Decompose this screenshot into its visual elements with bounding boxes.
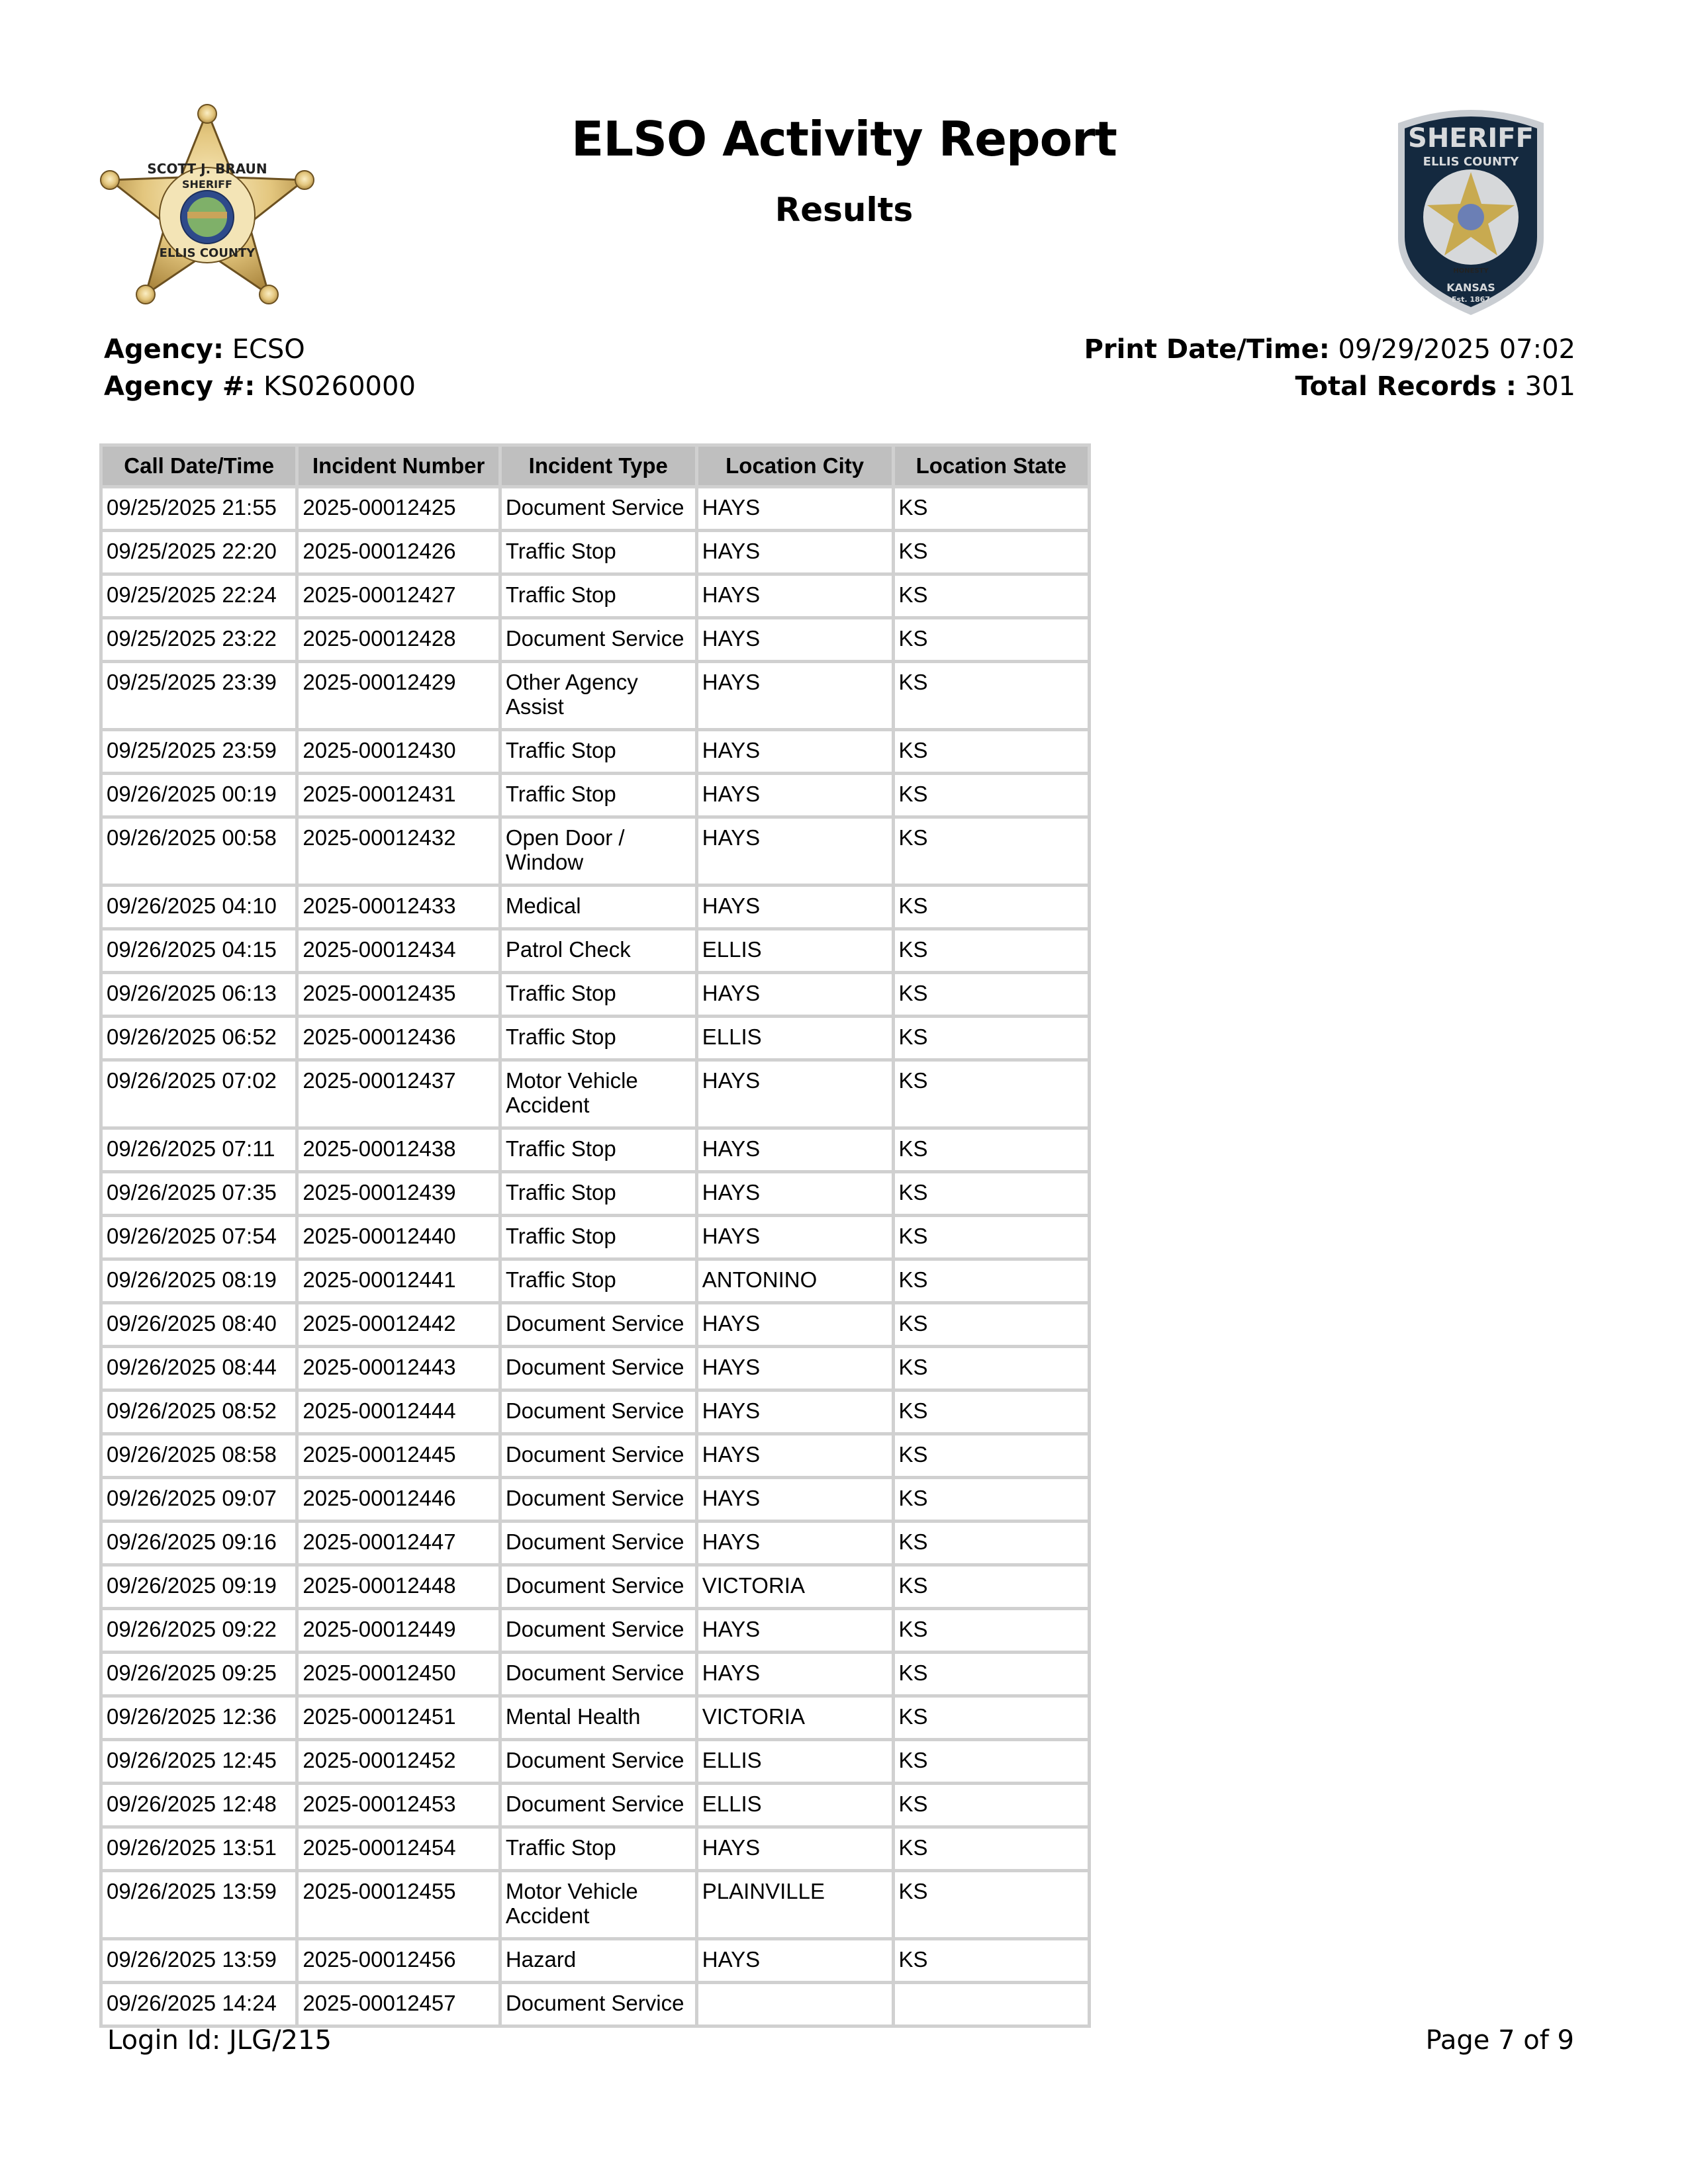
table-row — [103, 1984, 1088, 2025]
location-city-cell: HAYS — [698, 1304, 892, 1345]
call-datetime-cell: 09/26/2025 13:59 — [103, 1940, 295, 1981]
incident-number-cell: 2025-00012445 — [299, 1435, 498, 1476]
call-datetime-cell: 09/26/2025 08:52 — [103, 1392, 295, 1432]
incident-type-cell: Document Service — [502, 488, 695, 529]
incident-type-cell: Document Service — [502, 619, 695, 660]
incident-number-cell: 2025-00012433 — [299, 887, 498, 927]
call-datetime-cell: 09/25/2025 23:22 — [103, 619, 295, 660]
agency-info — [104, 331, 416, 405]
incident-type-cell: Traffic Stop — [502, 731, 695, 772]
call-datetime-cell: 09/26/2025 04:10 — [103, 887, 295, 927]
location-city-cell: PLAINVILLE — [698, 1872, 892, 1937]
incident-number-cell: 2025-00012432 — [299, 819, 498, 884]
location-city-cell: HAYS — [698, 1435, 892, 1476]
call-datetime-cell: 09/26/2025 00:58 — [103, 819, 295, 884]
call-datetime-cell: 09/26/2025 04:15 — [103, 931, 295, 971]
call-datetime-cell: 09/26/2025 08:19 — [103, 1261, 295, 1301]
print-datetime-value: 09/29/2025 07:02 — [1338, 334, 1575, 365]
location-city-cell: HAYS — [698, 974, 892, 1015]
location-state-cell: KS — [895, 1785, 1088, 1825]
incident-type-cell: Traffic Stop — [502, 974, 695, 1015]
total-records-line — [1084, 368, 1575, 405]
activity-table — [99, 443, 1091, 2028]
incident-number-cell: 2025-00012447 — [299, 1523, 498, 1563]
incident-number-cell: 2025-00012438 — [299, 1130, 498, 1170]
call-datetime-cell: 09/26/2025 09:19 — [103, 1567, 295, 1607]
call-datetime-cell: 09/26/2025 13:59 — [103, 1872, 295, 1937]
location-city-cell: ANTONINO — [698, 1261, 892, 1301]
call-datetime-cell: 09/26/2025 09:16 — [103, 1523, 295, 1563]
svg-text:ELLIS COUNTY: ELLIS COUNTY — [1423, 155, 1519, 169]
incident-number-cell: 2025-00012446 — [299, 1479, 498, 1520]
location-state-cell: KS — [895, 1940, 1088, 1981]
report-title: ELSO Activity Report — [571, 111, 1117, 167]
incident-number-cell: 2025-00012456 — [299, 1940, 498, 1981]
incident-type-cell: Hazard — [502, 1940, 695, 1981]
incident-number-cell: 2025-00012439 — [299, 1173, 498, 1214]
call-datetime-cell: 09/26/2025 09:25 — [103, 1654, 295, 1694]
call-datetime-cell: 09/25/2025 23:59 — [103, 731, 295, 772]
location-city-cell: HAYS — [698, 1130, 892, 1170]
location-state-cell — [895, 1984, 1088, 2025]
incident-type-cell: Document Service — [502, 1435, 695, 1476]
table-row — [103, 1479, 1088, 1520]
call-datetime-cell: 09/26/2025 07:11 — [103, 1130, 295, 1170]
call-datetime-cell: 09/26/2025 12:48 — [103, 1785, 295, 1825]
agency-label: Agency: — [104, 334, 224, 365]
table-row — [103, 887, 1088, 927]
location-city-cell: ELLIS — [698, 1018, 892, 1058]
table-row — [103, 1829, 1088, 1869]
table-row — [103, 1304, 1088, 1345]
incident-number-cell: 2025-00012451 — [299, 1698, 498, 1738]
incident-type-cell: Document Service — [502, 1392, 695, 1432]
location-state-cell: KS — [895, 1018, 1088, 1058]
table-row — [103, 931, 1088, 971]
location-state-cell: KS — [895, 1523, 1088, 1563]
column-header-location-state: Location State — [895, 447, 1088, 485]
location-state-cell: KS — [895, 1217, 1088, 1257]
location-city-cell: HAYS — [698, 1173, 892, 1214]
incident-number-cell: 2025-00012457 — [299, 1984, 498, 2025]
svg-text:ELLIS COUNTY: ELLIS COUNTY — [159, 246, 256, 260]
table-row — [103, 663, 1088, 728]
location-state-cell: KS — [895, 1567, 1088, 1607]
location-city-cell: VICTORIA — [698, 1567, 892, 1607]
table-row — [103, 488, 1088, 529]
incident-type-cell: Motor Vehicle Accident — [502, 1872, 695, 1937]
incident-number-cell: 2025-00012436 — [299, 1018, 498, 1058]
incident-type-cell: Traffic Stop — [502, 1173, 695, 1214]
incident-number-cell: 2025-00012455 — [299, 1872, 498, 1937]
location-state-cell: KS — [895, 1741, 1088, 1782]
table-row — [103, 974, 1088, 1015]
call-datetime-cell: 09/25/2025 22:24 — [103, 576, 295, 616]
location-state-cell: KS — [895, 1348, 1088, 1388]
table-row — [103, 1018, 1088, 1058]
incident-type-cell: Motor Vehicle Accident — [502, 1062, 695, 1126]
location-city-cell: HAYS — [698, 1392, 892, 1432]
call-datetime-cell: 09/25/2025 21:55 — [103, 488, 295, 529]
incident-number-cell: 2025-00012434 — [299, 931, 498, 971]
call-datetime-cell: 09/26/2025 08:44 — [103, 1348, 295, 1388]
table-header-row — [103, 447, 1088, 485]
svg-text:SHERIFF: SHERIFF — [1408, 123, 1534, 154]
location-city-cell: HAYS — [698, 1523, 892, 1563]
call-datetime-cell: 09/26/2025 09:22 — [103, 1610, 295, 1651]
incident-type-cell: Traffic Stop — [502, 532, 695, 572]
incident-number-cell: 2025-00012430 — [299, 731, 498, 772]
incident-number-cell: 2025-00012440 — [299, 1217, 498, 1257]
location-city-cell: ELLIS — [698, 931, 892, 971]
call-datetime-cell: 09/26/2025 07:35 — [103, 1173, 295, 1214]
location-city-cell: HAYS — [698, 488, 892, 529]
incident-number-cell: 2025-00012450 — [299, 1654, 498, 1694]
incident-type-cell: Open Door / Window — [502, 819, 695, 884]
call-datetime-cell: 09/26/2025 14:24 — [103, 1984, 295, 2025]
incident-number-cell: 2025-00012442 — [299, 1304, 498, 1345]
print-datetime-line — [1084, 331, 1575, 368]
incident-type-cell: Traffic Stop — [502, 576, 695, 616]
table-row — [103, 819, 1088, 884]
column-header-call-datetime: Call Date/Time — [103, 447, 295, 485]
location-city-cell: HAYS — [698, 1062, 892, 1126]
incident-type-cell: Document Service — [502, 1654, 695, 1694]
svg-text:SHERIFF: SHERIFF — [182, 178, 232, 191]
incident-type-cell: Traffic Stop — [502, 775, 695, 815]
location-city-cell: HAYS — [698, 1654, 892, 1694]
incident-type-cell: Document Service — [502, 1348, 695, 1388]
location-city-cell: VICTORIA — [698, 1698, 892, 1738]
location-state-cell: KS — [895, 532, 1088, 572]
incident-type-cell: Medical — [502, 887, 695, 927]
location-city-cell: HAYS — [698, 532, 892, 572]
location-state-cell: KS — [895, 1435, 1088, 1476]
incident-type-cell: Traffic Stop — [502, 1829, 695, 1869]
location-state-cell: KS — [895, 1698, 1088, 1738]
location-state-cell: KS — [895, 1872, 1088, 1937]
location-city-cell: ELLIS — [698, 1785, 892, 1825]
table-row — [103, 731, 1088, 772]
call-datetime-cell: 09/25/2025 22:20 — [103, 532, 295, 572]
table-row — [103, 1698, 1088, 1738]
incident-type-cell: Document Service — [502, 1523, 695, 1563]
table-row — [103, 1872, 1088, 1937]
table-row — [103, 1348, 1088, 1388]
table-row — [103, 1173, 1088, 1214]
agency-line — [104, 331, 416, 368]
incident-type-cell: Traffic Stop — [502, 1130, 695, 1170]
login-id: Login Id: JLG/215 — [107, 2025, 332, 2056]
location-state-cell: KS — [895, 775, 1088, 815]
location-state-cell: KS — [895, 974, 1088, 1015]
incident-type-cell: Document Service — [502, 1984, 695, 2025]
incident-type-cell: Patrol Check — [502, 931, 695, 971]
incident-number-cell: 2025-00012427 — [299, 576, 498, 616]
location-city-cell: HAYS — [698, 576, 892, 616]
location-city-cell: HAYS — [698, 819, 892, 884]
incident-number-cell: 2025-00012429 — [299, 663, 498, 728]
table-row — [103, 1654, 1088, 1694]
table-row — [103, 1392, 1088, 1432]
location-city-cell: HAYS — [698, 619, 892, 660]
location-city-cell: HAYS — [698, 1610, 892, 1651]
location-state-cell: KS — [895, 1062, 1088, 1126]
call-datetime-cell: 09/26/2025 06:52 — [103, 1018, 295, 1058]
location-state-cell: KS — [895, 1173, 1088, 1214]
location-state-cell: KS — [895, 1261, 1088, 1301]
incident-type-cell: Traffic Stop — [502, 1261, 695, 1301]
location-state-cell: KS — [895, 1829, 1088, 1869]
call-datetime-cell: 09/26/2025 12:36 — [103, 1698, 295, 1738]
call-datetime-cell: 09/26/2025 09:07 — [103, 1479, 295, 1520]
location-state-cell: KS — [895, 576, 1088, 616]
incident-number-cell: 2025-00012431 — [299, 775, 498, 815]
table-row — [103, 1741, 1088, 1782]
table-row — [103, 619, 1088, 660]
incident-number-cell: 2025-00012452 — [299, 1741, 498, 1782]
location-state-cell: KS — [895, 488, 1088, 529]
table-row — [103, 1523, 1088, 1563]
table-row — [103, 775, 1088, 815]
location-state-cell: KS — [895, 1654, 1088, 1694]
column-header-incident-number: Incident Number — [299, 447, 498, 485]
call-datetime-cell: 09/25/2025 23:39 — [103, 663, 295, 728]
table-row — [103, 532, 1088, 572]
table-row — [103, 576, 1088, 616]
svg-text:Est. 1867: Est. 1867 — [1452, 295, 1490, 304]
call-datetime-cell: 09/26/2025 06:13 — [103, 974, 295, 1015]
incident-type-cell: Other Agency Assist — [502, 663, 695, 728]
incident-number-cell: 2025-00012448 — [299, 1567, 498, 1607]
location-state-cell: KS — [895, 663, 1088, 728]
location-city-cell: HAYS — [698, 663, 892, 728]
location-state-cell: KS — [895, 1479, 1088, 1520]
table-row — [103, 1785, 1088, 1825]
table-row — [103, 1435, 1088, 1476]
column-header-location-city: Location City — [698, 447, 892, 485]
table-row — [103, 1217, 1088, 1257]
incident-number-cell: 2025-00012449 — [299, 1610, 498, 1651]
total-records-value: 301 — [1524, 371, 1575, 402]
table-row — [103, 1940, 1088, 1981]
location-state-cell: KS — [895, 1304, 1088, 1345]
incident-type-cell: Document Service — [502, 1567, 695, 1607]
location-city-cell: HAYS — [698, 1217, 892, 1257]
agency-number-line — [104, 368, 416, 405]
location-city-cell: HAYS — [698, 887, 892, 927]
location-city-cell — [698, 1984, 892, 2025]
incident-number-cell: 2025-00012453 — [299, 1785, 498, 1825]
agency-number-label: Agency #: — [104, 371, 256, 402]
column-header-incident-type: Incident Type — [502, 447, 695, 485]
location-state-cell: KS — [895, 887, 1088, 927]
call-datetime-cell: 09/26/2025 08:40 — [103, 1304, 295, 1345]
call-datetime-cell: 09/26/2025 12:45 — [103, 1741, 295, 1782]
location-city-cell: HAYS — [698, 1348, 892, 1388]
table-row — [103, 1130, 1088, 1170]
incident-number-cell: 2025-00012435 — [299, 974, 498, 1015]
call-datetime-cell: 09/26/2025 07:54 — [103, 1217, 295, 1257]
location-state-cell: KS — [895, 1130, 1088, 1170]
incident-number-cell: 2025-00012437 — [299, 1062, 498, 1126]
location-city-cell: ELLIS — [698, 1741, 892, 1782]
location-state-cell: KS — [895, 731, 1088, 772]
location-state-cell: KS — [895, 619, 1088, 660]
incident-type-cell: Traffic Stop — [502, 1217, 695, 1257]
location-city-cell: HAYS — [698, 1940, 892, 1981]
print-info — [1084, 331, 1575, 405]
report-subtitle: Results — [774, 191, 914, 229]
svg-text:SCOTT J. BRAUN: SCOTT J. BRAUN — [147, 161, 267, 177]
incident-type-cell: Document Service — [502, 1741, 695, 1782]
incident-number-cell: 2025-00012454 — [299, 1829, 498, 1869]
page-number: Page 7 of 9 — [1425, 2025, 1574, 2056]
location-state-cell: KS — [895, 1392, 1088, 1432]
location-city-cell: HAYS — [698, 775, 892, 815]
call-datetime-cell: 09/26/2025 08:58 — [103, 1435, 295, 1476]
location-city-cell: HAYS — [698, 1829, 892, 1869]
incident-type-cell: Document Service — [502, 1785, 695, 1825]
incident-type-cell: Traffic Stop — [502, 1018, 695, 1058]
total-records-label: Total Records : — [1295, 371, 1517, 402]
incident-number-cell: 2025-00012441 — [299, 1261, 498, 1301]
incident-number-cell: 2025-00012426 — [299, 532, 498, 572]
table-row — [103, 1062, 1088, 1126]
location-state-cell: KS — [895, 819, 1088, 884]
incident-type-cell: Document Service — [502, 1479, 695, 1520]
call-datetime-cell: 09/26/2025 00:19 — [103, 775, 295, 815]
incident-type-cell: Mental Health — [502, 1698, 695, 1738]
table-body — [103, 488, 1088, 2025]
incident-number-cell: 2025-00012428 — [299, 619, 498, 660]
table-row — [103, 1567, 1088, 1607]
agency-value: ECSO — [232, 334, 305, 365]
incident-number-cell: 2025-00012444 — [299, 1392, 498, 1432]
incident-number-cell: 2025-00012443 — [299, 1348, 498, 1388]
table-row — [103, 1261, 1088, 1301]
call-datetime-cell: 09/26/2025 13:51 — [103, 1829, 295, 1869]
agency-number-value: KS0260000 — [263, 371, 416, 402]
incident-number-cell: 2025-00012425 — [299, 488, 498, 529]
call-datetime-cell: 09/26/2025 07:02 — [103, 1062, 295, 1126]
incident-type-cell: Document Service — [502, 1610, 695, 1651]
location-city-cell: HAYS — [698, 1479, 892, 1520]
table-row — [103, 1610, 1088, 1651]
location-state-cell: KS — [895, 931, 1088, 971]
location-state-cell: KS — [895, 1610, 1088, 1651]
svg-text:KANSAS: KANSAS — [1446, 281, 1495, 294]
print-datetime-label: Print Date/Time: — [1084, 334, 1330, 365]
location-city-cell: HAYS — [698, 731, 892, 772]
svg-text:HONESTY: HONESTY — [1453, 267, 1489, 275]
incident-type-cell: Document Service — [502, 1304, 695, 1345]
